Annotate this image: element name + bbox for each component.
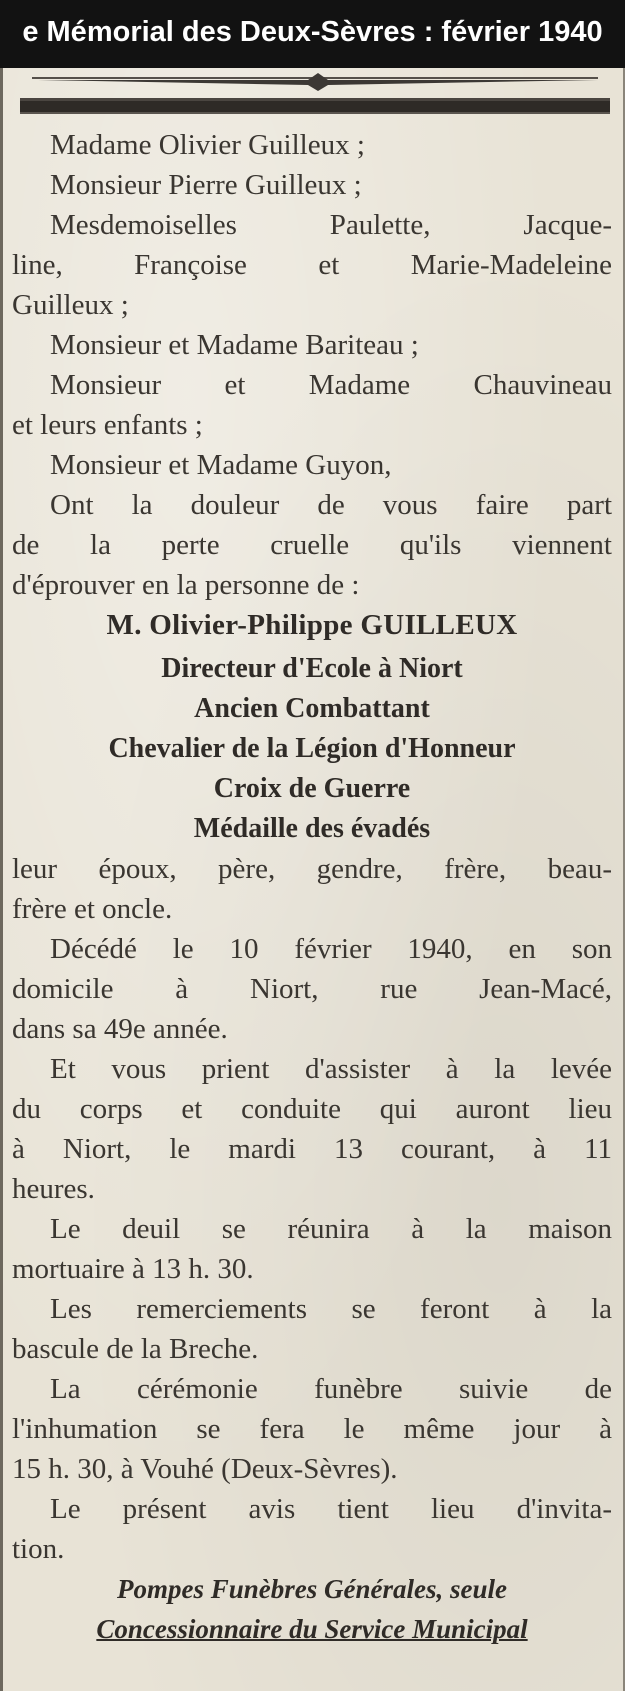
deceased-title: Ancien Combattant bbox=[194, 693, 430, 724]
left-column-rule bbox=[0, 68, 3, 1691]
detail-line: frère et oncle. bbox=[12, 893, 173, 925]
detail-line: domicile à Niort, rue Jean-Macé, bbox=[12, 973, 612, 1005]
detail-line: tion. bbox=[12, 1533, 65, 1565]
family-line: Madame Olivier Guilleux ; bbox=[50, 129, 365, 161]
funeral-home-signature: Pompes Funèbres Générales, seule bbox=[117, 1574, 507, 1604]
detail-line: bascule de la Breche. bbox=[12, 1333, 259, 1365]
detail-line: heures. bbox=[12, 1173, 95, 1205]
detail-line: Décédé le 10 février 1940, en son bbox=[50, 933, 612, 965]
family-line: Monsieur et Madame Guyon, bbox=[50, 449, 392, 481]
funeral-home-signature: Concessionnaire du Service Municipal bbox=[96, 1614, 528, 1644]
detail-line: La cérémonie funèbre suivie de bbox=[50, 1373, 612, 1405]
detail-line: Le présent avis tient lieu d'invita- bbox=[50, 1493, 612, 1525]
deceased-title: Directeur d'Ecole à Niort bbox=[161, 653, 463, 684]
ornamental-rule-icon bbox=[18, 68, 612, 124]
family-line: Monsieur et Madame Chauvineau bbox=[50, 369, 612, 401]
detail-line: Le deuil se réunira à la maison bbox=[50, 1213, 612, 1245]
family-line: d'éprouver en la personne de : bbox=[12, 569, 360, 601]
page-title: e Mémorial des Deux-Sèvres : février 1940 bbox=[22, 16, 603, 48]
family-line: Monsieur et Madame Bariteau ; bbox=[50, 329, 419, 361]
family-line: Monsieur Pierre Guilleux ; bbox=[50, 169, 362, 201]
obituary-text bbox=[12, 125, 612, 1649]
detail-line: dans sa 49e année. bbox=[12, 1013, 228, 1045]
title-bar bbox=[0, 0, 625, 68]
family-line: et leurs enfants ; bbox=[12, 409, 203, 441]
newspaper-clipping bbox=[0, 68, 625, 1691]
detail-line: mortuaire à 13 h. 30. bbox=[12, 1253, 254, 1285]
family-line: Mesdemoiselles Paulette, Jacque- bbox=[50, 209, 612, 241]
deceased-name: M. Olivier-Philippe GUILLEUX bbox=[106, 609, 518, 641]
family-line: Ont la douleur de vous faire part bbox=[50, 489, 612, 521]
detail-line: du corps et conduite qui auront lieu bbox=[12, 1093, 612, 1125]
detail-line: 15 h. 30, à Vouhé (Deux-Sèvres). bbox=[12, 1453, 398, 1485]
detail-line: Et vous prient d'assister à la levée bbox=[50, 1053, 612, 1085]
deceased-title: Chevalier de la Légion d'Honneur bbox=[108, 733, 516, 764]
family-line: line, Françoise et Marie-Madeleine bbox=[12, 249, 612, 281]
deceased-title: Croix de Guerre bbox=[213, 773, 411, 804]
deceased-title: Médaille des évadés bbox=[193, 813, 431, 844]
family-line: de la perte cruelle qu'ils viennent bbox=[12, 529, 612, 561]
detail-line: l'inhumation se fera le même jour à bbox=[12, 1413, 612, 1445]
detail-line: Les remerciements se feront à la bbox=[50, 1293, 612, 1325]
detail-line: à Niort, le mardi 13 courant, à 11 bbox=[12, 1133, 612, 1165]
family-line: Guilleux ; bbox=[12, 289, 129, 321]
detail-line: leur époux, père, gendre, frère, beau- bbox=[12, 853, 612, 885]
